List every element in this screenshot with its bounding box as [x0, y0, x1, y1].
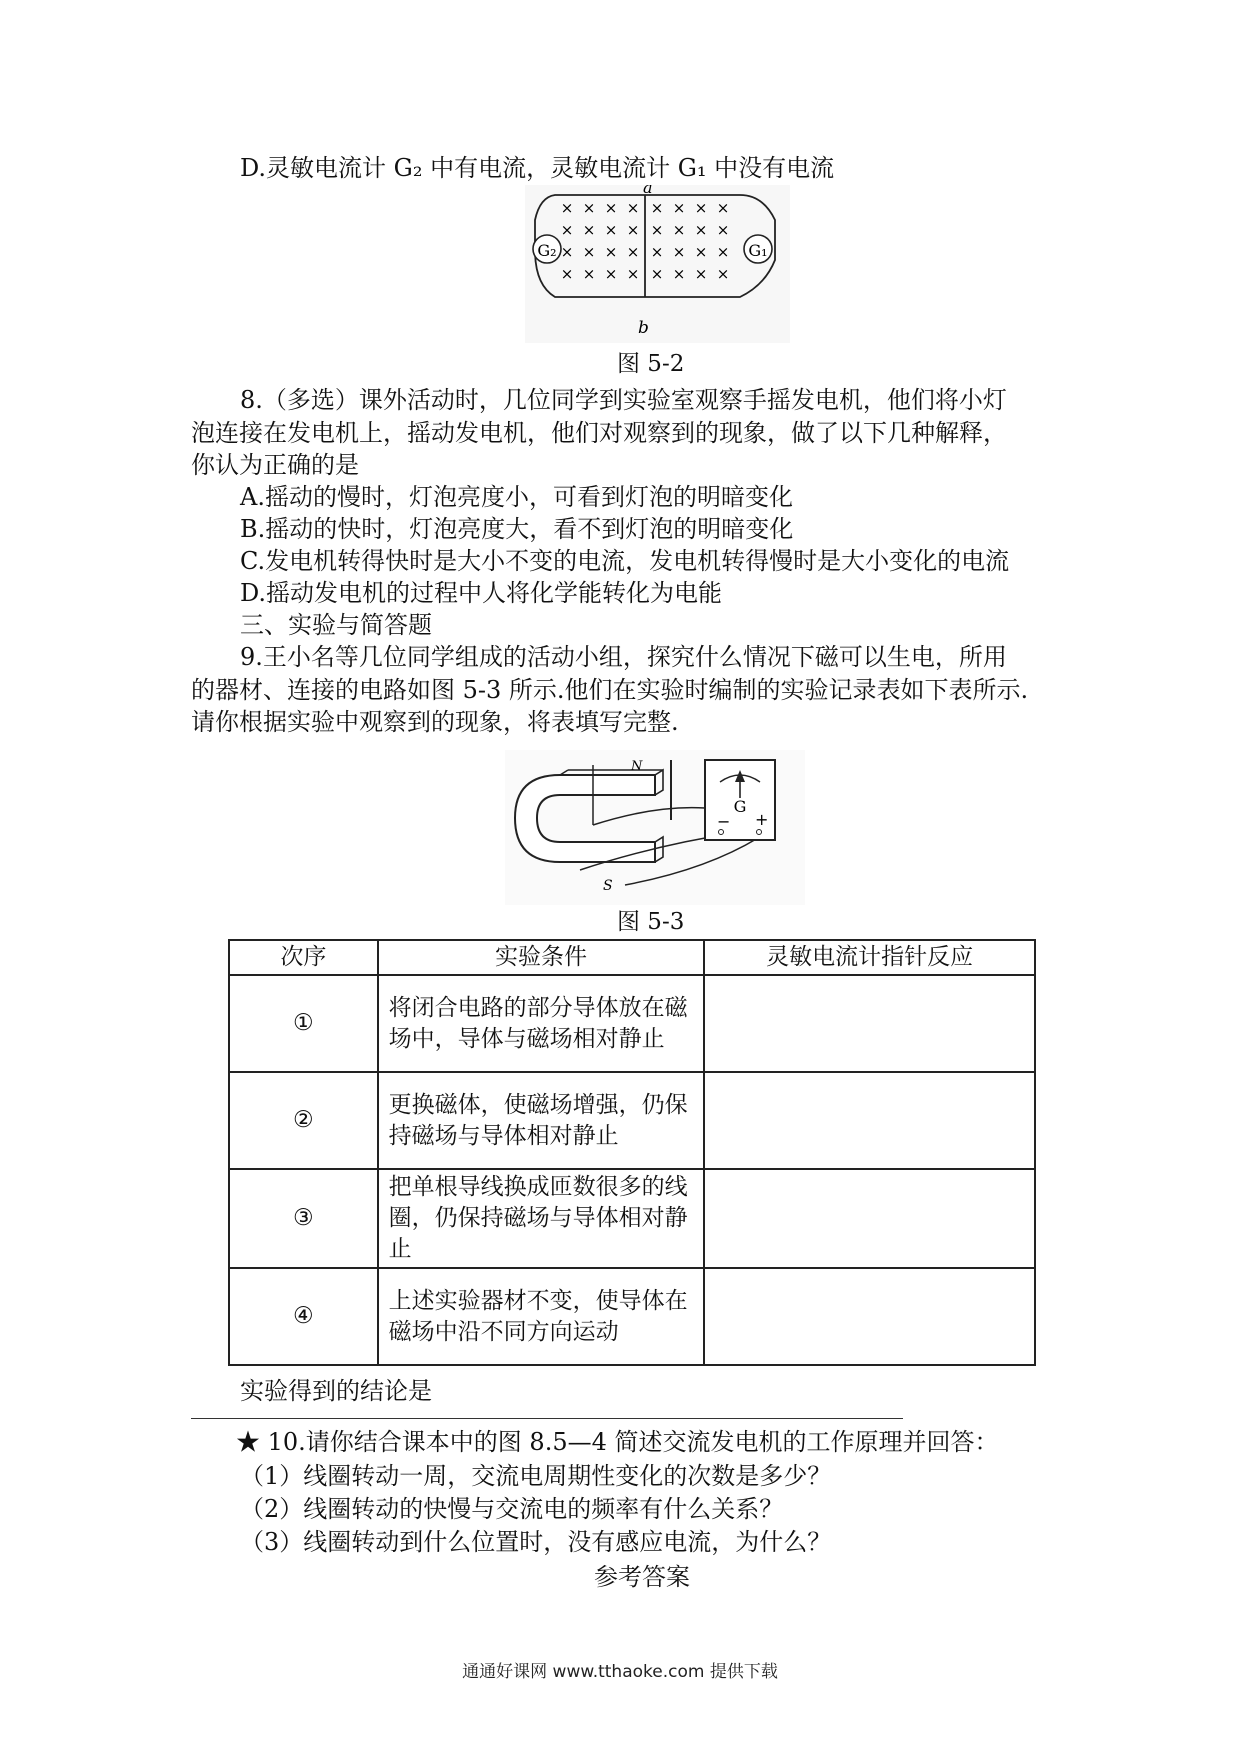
answer-blank-line[interactable]: [191, 1418, 903, 1419]
field-cross-mark: ×: [560, 265, 574, 283]
field-cross-mark: ×: [672, 243, 686, 261]
row-condition: 上述实验器材不变，使导体在磁场中沿不同方向运动: [378, 1268, 705, 1365]
row-number: ④: [229, 1268, 378, 1365]
field-cross-mark: ×: [604, 221, 618, 239]
field-cross-mark: ×: [650, 199, 664, 217]
q8-stem-line-2: 泡连接在发电机上，摇动发电机，他们对观察到的现象，做了以下几种解释，: [191, 419, 1007, 447]
q7-option-d: D.灵敏电流计 G₂ 中有电流，灵敏电流计 G₁ 中没有电流: [240, 154, 835, 182]
field-cross-mark: ×: [694, 243, 708, 261]
table-row: [229, 1072, 1035, 1169]
figure-5-3: [505, 750, 805, 905]
field-cross-mark: ×: [716, 199, 730, 217]
page-footer: 通通好课网 www.tthaoke.com 提供下载: [462, 1662, 778, 1682]
q8-stem-line-3: 你认为正确的是: [191, 451, 359, 479]
table-row: [229, 1169, 1035, 1268]
q8-option-a: A.摇动的慢时，灯泡亮度小，可看到灯泡的明暗变化: [240, 483, 793, 511]
q9-stem-line-3: 请你根据实验中观察到的现象，将表填写完整.: [191, 708, 679, 736]
row-response-blank[interactable]: [704, 975, 1035, 1072]
field-cross-mark: ×: [650, 243, 664, 261]
field-cross-mark: ×: [626, 221, 640, 239]
field-cross-mark: ×: [582, 199, 596, 217]
q9-stem-line-1: 9.王小名等几位同学组成的活动小组，探究什么情况下磁可以生电，所用: [240, 643, 1007, 671]
q8-option-b: B.摇动的快时，灯泡亮度大，看不到灯泡的明暗变化: [240, 515, 794, 543]
meter-left-label: G₂: [537, 241, 557, 260]
q8-option-d: D.摇动发电机的过程中人将化学能转化为电能: [240, 579, 723, 607]
field-cross-mark: ×: [560, 199, 574, 217]
row-response-blank[interactable]: [704, 1169, 1035, 1268]
label-a: a: [643, 185, 653, 197]
answers-title: 参考答案: [594, 1563, 690, 1591]
q10-sub-1: （1）线圈转动一周，交流电周期性变化的次数是多少？: [240, 1462, 832, 1490]
row-condition: 将闭合电路的部分导体放在磁场中，导体与磁场相对静止: [378, 975, 705, 1072]
field-cross-mark: ×: [626, 243, 640, 261]
header-condition: 实验条件: [378, 940, 705, 975]
q10-stem: ★ 10.请你结合课本中的图 8.5—4 简述交流发电机的工作原理并回答：: [236, 1428, 999, 1456]
field-cross-mark: ×: [694, 221, 708, 239]
field-cross-mark: ×: [650, 221, 664, 239]
header-order: 次序: [229, 940, 378, 975]
field-cross-mark: ×: [672, 265, 686, 283]
field-cross-mark: ×: [560, 243, 574, 261]
table-row: [229, 975, 1035, 1072]
row-number: ②: [229, 1072, 378, 1169]
q9-stem-line-2: 的器材、连接的电路如图 5-3 所示.他们在实验时编制的实验记录表如下表所示.: [191, 676, 1029, 704]
q8-stem-line-1: 8.（多选）课外活动时，几位同学到实验室观察手摇发电机，他们将小灯: [240, 386, 1007, 414]
field-cross-mark: ×: [672, 221, 686, 239]
q10-sub-3: （3）线圈转动到什么位置时，没有感应电流，为什么？: [240, 1528, 832, 1556]
row-number: ①: [229, 975, 378, 1072]
q10-sub-2: （2）线圈转动的快慢与交流电的频率有什么关系？: [240, 1495, 784, 1523]
field-cross-mark: ×: [716, 265, 730, 283]
meter-minus: −: [717, 812, 731, 831]
label-s: S: [603, 878, 613, 894]
row-response-blank[interactable]: [704, 1268, 1035, 1365]
field-cross-mark: ×: [604, 243, 618, 261]
figure-5-2: [525, 185, 790, 343]
label-n: N: [631, 759, 643, 774]
header-response: 灵敏电流计指针反应: [704, 940, 1035, 975]
meter-plus: +: [755, 810, 769, 829]
figure-5-3-caption: 图 5-3: [617, 909, 685, 935]
q8-option-c: C.发电机转得快时是大小不变的电流，发电机转得慢时是大小变化的电流: [240, 547, 1010, 575]
meter-label-g: G: [733, 797, 747, 816]
field-cross-mark: ×: [672, 199, 686, 217]
field-cross-mark: ×: [716, 221, 730, 239]
figure-5-2-caption: 图 5-2: [617, 351, 685, 377]
field-cross-mark: ×: [604, 265, 618, 283]
field-cross-mark: ×: [582, 243, 596, 261]
field-cross-mark: ×: [716, 243, 730, 261]
field-cross-mark: ×: [650, 265, 664, 283]
field-cross-mark: ×: [604, 199, 618, 217]
row-condition: 更换磁体，使磁场增强，仍保持磁场与导体相对静止: [378, 1072, 705, 1169]
row-condition: 把单根导线换成匝数很多的线圈，仍保持磁场与导体相对静止: [378, 1169, 705, 1268]
field-cross-mark: ×: [582, 265, 596, 283]
experiment-record-table: [228, 939, 1036, 1366]
section-3-title: 三、实验与简答题: [240, 611, 432, 639]
label-b: b: [638, 318, 649, 338]
row-response-blank[interactable]: [704, 1072, 1035, 1169]
row-number: ③: [229, 1169, 378, 1268]
field-cross-mark: ×: [626, 199, 640, 217]
field-cross-mark: ×: [694, 265, 708, 283]
field-cross-mark: ×: [694, 199, 708, 217]
field-cross-mark: ×: [582, 221, 596, 239]
field-cross-mark: ×: [560, 221, 574, 239]
meter-right-label: G₁: [748, 241, 768, 260]
table-row: [229, 1268, 1035, 1365]
q9-conclusion: 实验得到的结论是: [240, 1377, 432, 1405]
field-cross-mark: ×: [626, 265, 640, 283]
